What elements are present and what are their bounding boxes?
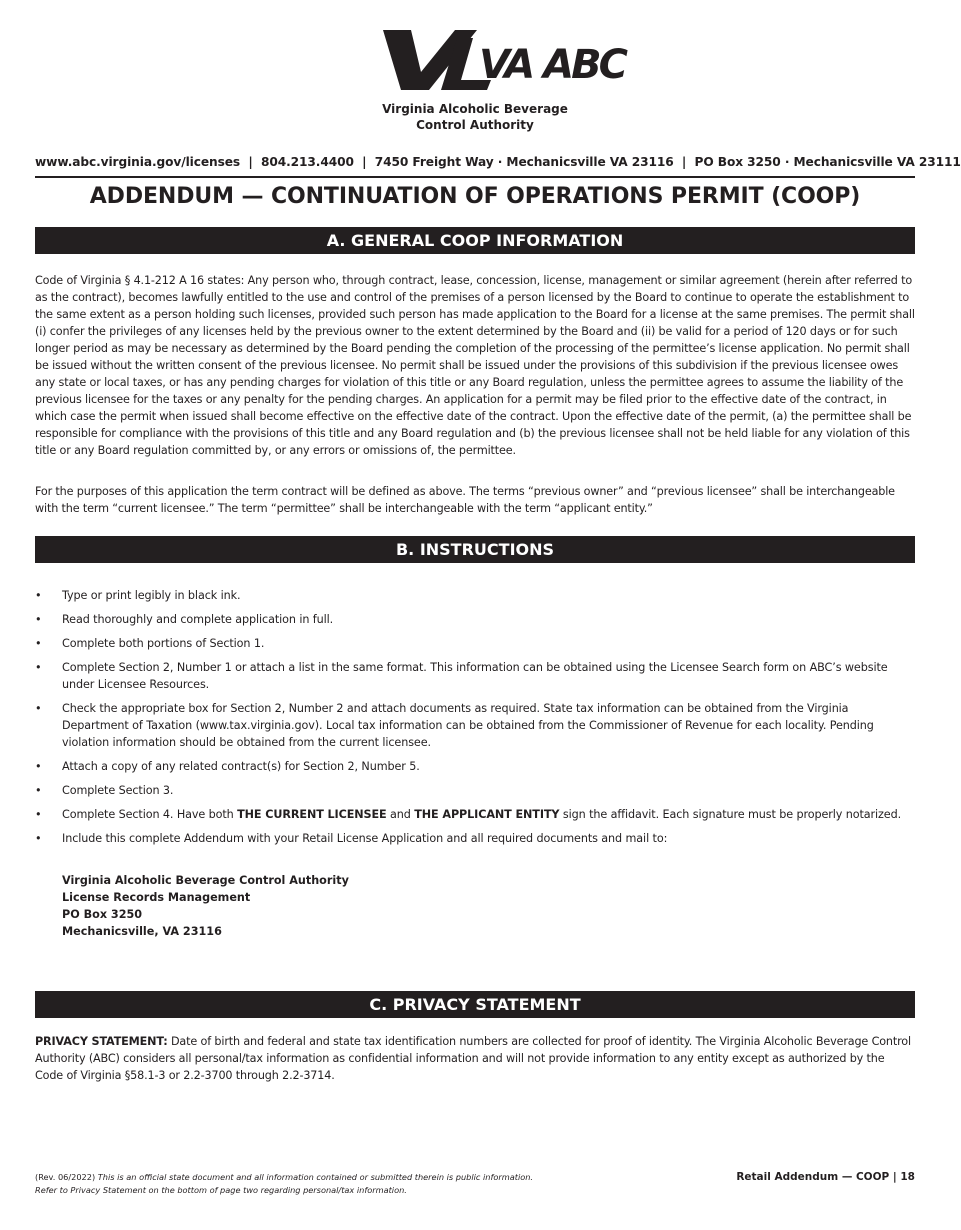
va-abc-logo <box>383 28 625 92</box>
instructions-list <box>35 587 915 854</box>
current-licensee-emphasis: THE CURRENT LICENSEE <box>237 808 387 821</box>
address-line: Virginia Alcoholic Beverage Control Authority <box>62 874 349 887</box>
instruction-item: • Complete both portions of Section 1. <box>35 635 915 652</box>
org-name-line2: Control Authority <box>416 118 534 132</box>
instruction-text: and <box>386 808 415 821</box>
revision-date: (Rev. 06/2022) <box>35 1172 96 1182</box>
public-document-note: This is an official state document and all information contained or submitted therein is public information. <box>97 1172 534 1182</box>
privacy-statement <box>35 1033 915 1084</box>
footer-note <box>35 1171 533 1197</box>
section-c-heading: C. PRIVACY STATEMENT <box>35 991 915 1018</box>
instruction-item: • Complete Section 3. <box>35 782 915 799</box>
instruction-item: • Attach a copy of any related contract(s) for Section 2, Number 5. <box>35 758 915 775</box>
header-divider <box>35 176 915 178</box>
logo-wordmark: VA ABC <box>479 42 625 88</box>
privacy-statement-label: PRIVACY STATEMENT: <box>35 1035 168 1048</box>
privacy-reference-note: Refer to Privacy Statement on the bottom of page two regarding personal/tax information. <box>35 1185 407 1195</box>
address-line: PO Box 3250 <box>62 908 143 921</box>
applicant-entity-emphasis: THE APPLICANT ENTITY <box>414 808 560 821</box>
section-a-heading: A. GENERAL COOP INFORMATION <box>35 227 915 254</box>
contact-line: www.abc.virginia.gov/licenses | 804.213.4400 | 7450 Freight Way · Mechanicsville VA 23116 | PO Box 3250 · Mechanicsville VA 23111 <box>35 155 961 169</box>
instruction-item: • Include this complete Addendum with your Retail License Application and all required documents and mail to: <box>35 830 915 847</box>
section-a-statute-paragraph: Code of Virginia § 4.1-212 A 16 states: Any person who, through contract, lease, concession, license, management or similar agreement (herein after referred to as the contract), becomes lawfully entitled to the use and control of the premises of a person licensed by the Board to continue to operate the establishment to the same extent as a person holding such licenses, provided such person has made application to the Board for a license at the same premises. The permit shall (i) confer the privileges of any licenses held by the previous owner to the extent determined by the Board and (ii) be valid for a period of 120 days or for such longer period as may be necessary as determined by the Board pending the completion of the processing of the permittee’s license application. No permit shall be issued without the written consent of the previous licensee. No permit shall be issued under the provisions of this subdivision if the previous licensee owes any state or local taxes, or has any pending charges for violation of this title or any Board regulation, unless the permittee agrees to assume the liability of the previous licensee for the taxes or any penalty for the pending charges. An application for a permit may be filed prior to the effective date of the contract, in which case the permit when issued shall become effective on the effective date of the contract. Upon the effective date of the permit, (a) the permittee shall be responsible for compliance with the provisions of this title and any Board regulation and (b) the previous licensee shall not be held liable for any violation of this title or any Board regulation committed by, or any errors or omissions of, the permittee. <box>35 274 915 457</box>
org-name <box>0 101 950 133</box>
instruction-item-affidavit <box>35 806 915 823</box>
instruction-item: • Complete Section 2, Number 1 or attach a list in the same format. This information can be obtained using the Licensee Search form on ABC’s website under Licensee Resources. <box>35 659 915 693</box>
instruction-text: Complete Section 4. Have both <box>62 808 238 821</box>
section-b-heading: B. INSTRUCTIONS <box>35 536 915 563</box>
instruction-item: • Read thoroughly and complete application in full. <box>35 611 915 628</box>
instruction-text: sign the affidavit. Each signature must be properly notarized. <box>559 808 902 821</box>
address-line: Mechanicsville, VA 23116 <box>62 925 222 938</box>
mailing-address <box>62 872 349 940</box>
section-a-definitions-paragraph: For the purposes of this application the term contract will be defined as above. The terms “previous owner” and “previous licensee” shall be interchangeable with the term “current licensee.” The term “permittee” shall be interchangeable with the term “applicant entity.” <box>35 485 895 515</box>
instruction-item: • Check the appropriate box for Section 2, Number 2 and attach documents as required. State tax information can be obtained from the Virginia Department of Taxation (www.tax.virginia.gov). Local tax information can be obtained from the Commissioner of Revenue for each locality. Pending violation information should be obtained from the current licensee. <box>35 700 915 751</box>
page-label: Retail Addendum — COOP | 18 <box>736 1171 915 1183</box>
page-title: ADDENDUM — CONTINUATION OF OPERATIONS PERMIT (COOP) <box>89 184 861 209</box>
privacy-statement-text: Date of birth and federal and state tax identification numbers are collected for proof of identity. The Virginia Alcoholic Beverage Control Authority (ABC) considers all personal/tax information as confidential information and will not provide information to any entity except as authorized by the Code of Virginia §58.1-3 or 2.2-3700 through 2.2-3714. <box>35 1035 911 1082</box>
instruction-item: • Type or print legibly in black ink. <box>35 587 915 604</box>
address-line: License Records Management <box>62 891 251 904</box>
org-name-line1: Virginia Alcoholic Beverage <box>382 102 568 116</box>
